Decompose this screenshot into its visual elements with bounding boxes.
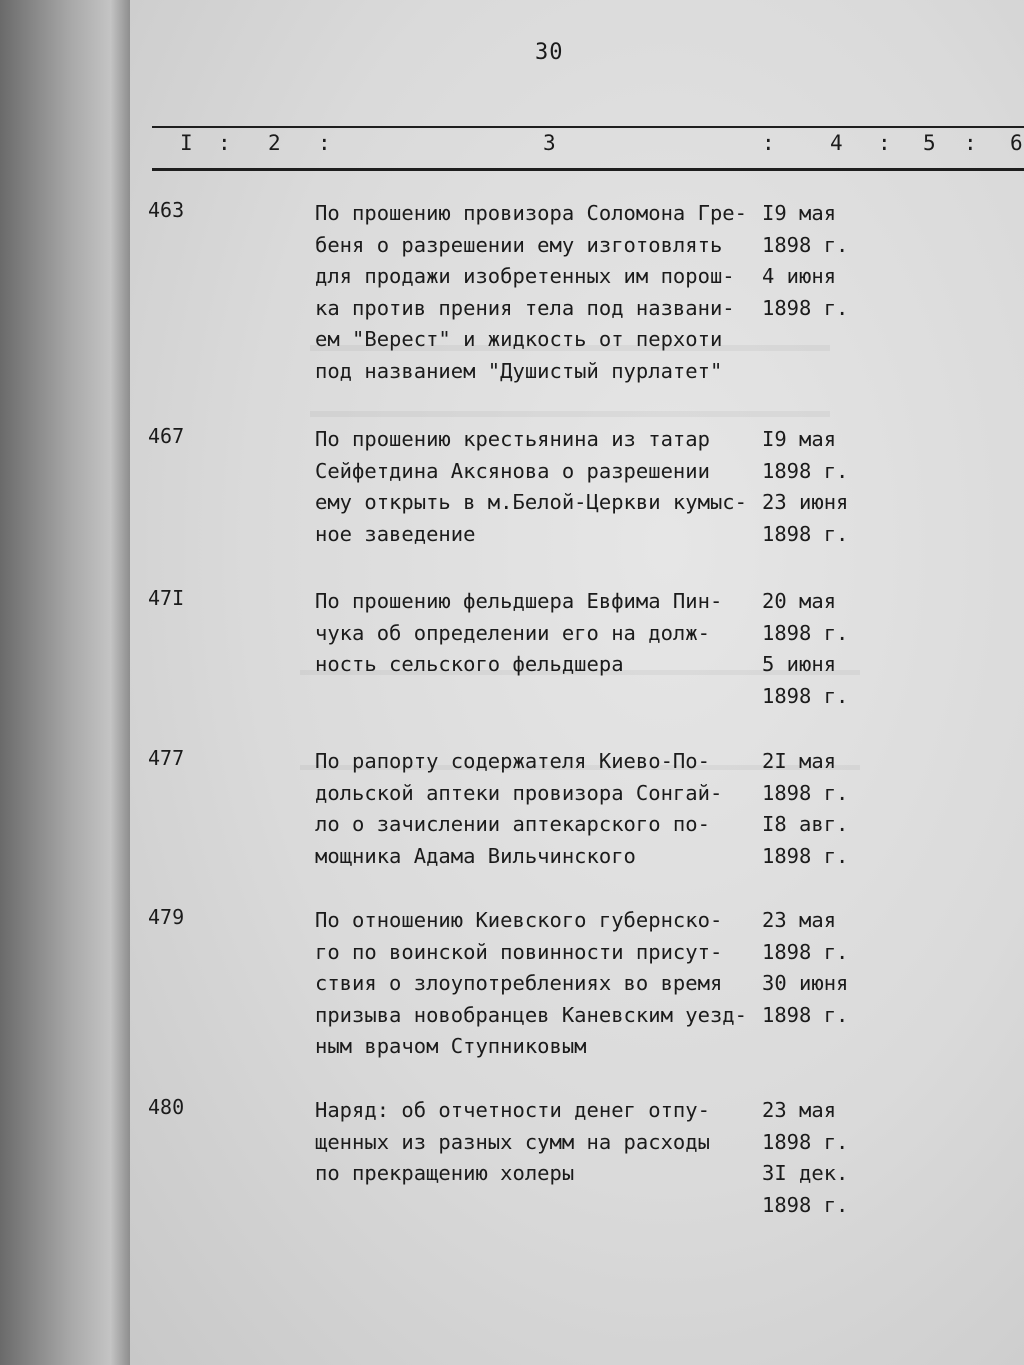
end-date: 30 июня (762, 971, 849, 995)
archive-inventory-page (130, 0, 1024, 1365)
column-header-6: 6 (1010, 131, 1023, 155)
entry-description (315, 905, 765, 1063)
end-year: 1898 г. (762, 843, 849, 868)
start-year: 1898 г. (762, 232, 849, 257)
entry-description (315, 1095, 765, 1190)
description-line: под названием "Душистый пурлатет" (315, 358, 723, 383)
description-line: беня о разрешении ему изготовлять (315, 232, 723, 257)
description-line: ствия о злоупотреблениях во время (315, 971, 723, 995)
description-line: Наряд: об отчетности денег отпу- (315, 1098, 710, 1122)
end-year: 1898 г. (762, 1002, 849, 1027)
entry-dates (762, 905, 892, 1031)
end-date: 5 июня (762, 652, 837, 676)
description-line: По прошению провизора Соломона Гре- (315, 201, 747, 225)
header-rule-top (152, 126, 1024, 128)
entry-number: 47I (148, 586, 185, 610)
start-year: 1898 г. (762, 780, 849, 805)
column-separator: : (318, 131, 331, 155)
description-line: По рапорту содержателя Киево-По- (315, 749, 710, 773)
description-line: ность сельского фельдшера (315, 652, 624, 676)
end-year: 1898 г. (762, 295, 849, 320)
column-separator: : (878, 131, 891, 155)
description-line: ем "Верест" и жидкость от перхоти (315, 327, 723, 351)
description-line: ему открыть в м.Белой-Церкви кумыс- (315, 490, 747, 514)
column-separator: : (218, 131, 231, 155)
column-header-3: 3 (543, 131, 556, 155)
entry-dates (762, 746, 892, 872)
entry-description (315, 586, 765, 681)
start-year: 1898 г. (762, 1129, 849, 1154)
description-line: ка против прения тела под названи- (315, 295, 735, 320)
column-header-2: 2 (268, 131, 281, 155)
end-date: 23 июня (762, 490, 849, 514)
description-line: По отношению Киевского губернско- (315, 908, 723, 932)
column-separator: : (762, 131, 775, 155)
entry-dates (762, 424, 892, 550)
end-year: 1898 г. (762, 521, 849, 546)
entry-dates (762, 198, 892, 324)
column-separator: : (964, 131, 977, 155)
entry-description (315, 746, 765, 872)
description-line: дольской аптеки провизора Сонгай- (315, 780, 723, 805)
entry-number: 480 (148, 1095, 185, 1119)
description-line: Сейфетдина Аксянова о разрешении (315, 458, 710, 483)
start-date: 23 мая (762, 1098, 837, 1122)
entry-description (315, 198, 765, 387)
entry-number: 463 (148, 198, 185, 222)
description-line: по прекращению холеры (315, 1161, 575, 1185)
entry-number: 467 (148, 424, 185, 448)
description-line: го по воинской повинности присут- (315, 939, 723, 964)
start-date: I9 мая (762, 427, 837, 451)
start-date: 2I мая (762, 749, 837, 773)
start-date: I9 мая (762, 201, 837, 225)
description-line: для продажи изобретенных им порош- (315, 264, 735, 288)
end-date: 3I дек. (762, 1161, 849, 1185)
start-date: 23 мая (762, 908, 837, 932)
end-date: I8 авг. (762, 812, 849, 836)
description-line: ным врачом Ступниковым (315, 1034, 587, 1058)
end-year: 1898 г. (762, 1192, 849, 1217)
description-line: чука об определении его на долж- (315, 620, 710, 645)
end-date: 4 июня (762, 264, 837, 288)
previous-page-edge (0, 0, 130, 1365)
description-line: щенных из разных сумм на расходы (315, 1129, 710, 1154)
column-header-1: I (180, 131, 193, 155)
description-line: ло о зачислении аптекарского по- (315, 812, 710, 836)
description-line: мощника Адама Вильчинского (315, 843, 636, 868)
column-header-5: 5 (923, 131, 936, 155)
entry-dates (762, 586, 892, 712)
start-year: 1898 г. (762, 939, 849, 964)
description-line: По прошению фельдшера Евфима Пин- (315, 589, 723, 613)
end-year: 1898 г. (762, 683, 849, 708)
page-number: 30 (535, 40, 564, 65)
header-rule-bottom (152, 168, 1024, 171)
entry-description (315, 424, 765, 550)
entry-number: 477 (148, 746, 185, 770)
start-date: 20 мая (762, 589, 837, 613)
column-header-4: 4 (830, 131, 843, 155)
entry-number: 479 (148, 905, 185, 929)
description-line: По прошению крестьянина из татар (315, 427, 710, 451)
start-year: 1898 г. (762, 620, 849, 645)
description-line: ное заведение (315, 521, 476, 546)
description-line: призыва новобранцев Каневским уезд- (315, 1002, 747, 1027)
start-year: 1898 г. (762, 458, 849, 483)
entry-dates (762, 1095, 892, 1221)
